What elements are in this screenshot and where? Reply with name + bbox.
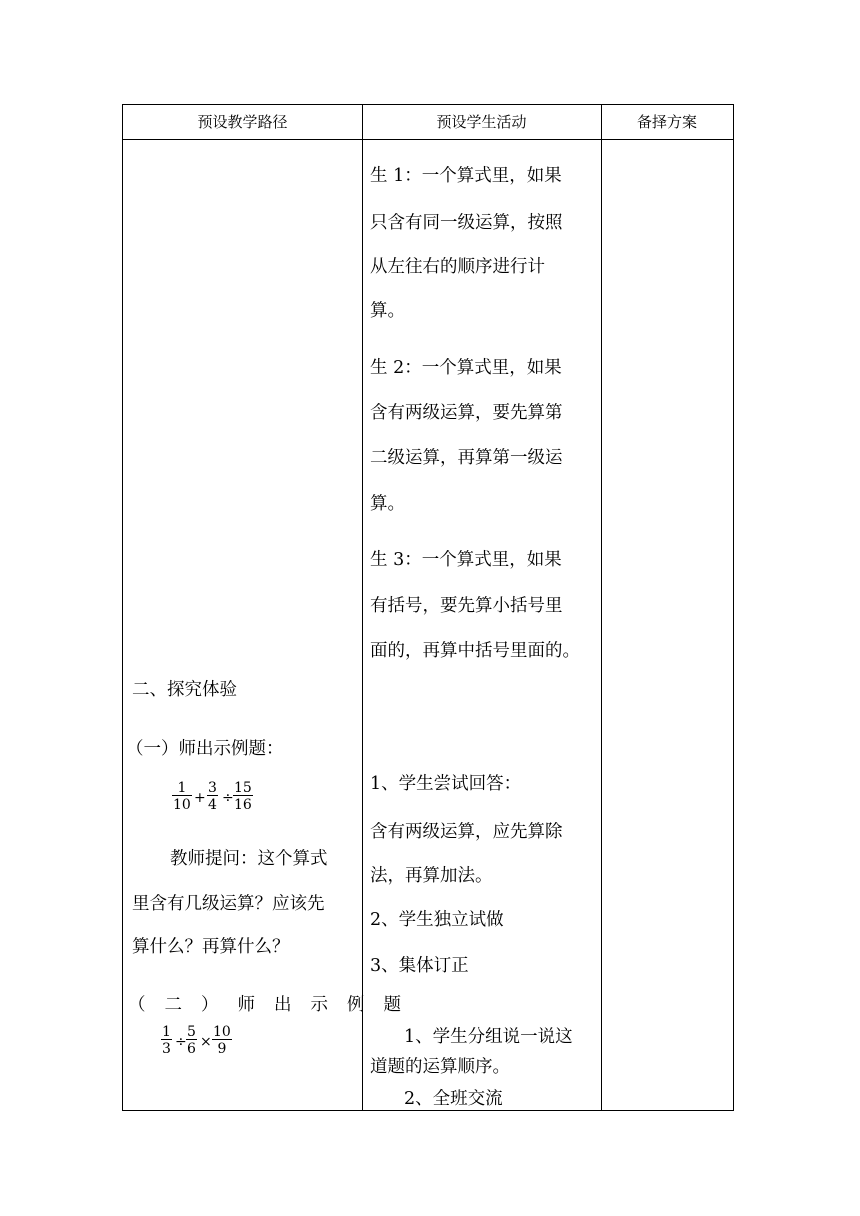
example-1-title: （一）师出示例题： — [126, 739, 284, 759]
header-alternative-plan: 备择方案 — [636, 113, 697, 131]
activity-step: 2、全班交流 — [404, 1089, 503, 1109]
student-1-line: 生 1：一个算式里，如果 — [370, 166, 562, 186]
activity-step: 道题的运算顺序。 — [370, 1057, 510, 1077]
header-student-activity: 预设学生活动 — [436, 113, 527, 131]
activity-step: 1、学生尝试回答： — [370, 774, 522, 794]
student-3-line: 面的，再算中括号里面的。 — [370, 641, 580, 661]
student-2-line: 含有两级运算，要先算第 — [370, 403, 563, 423]
student-3-line: 有括号，要先算小括号里 — [370, 596, 563, 616]
header-divider — [123, 139, 733, 140]
fraction: $\frac{5}{6}$ — [187, 1024, 196, 1057]
divide-sign: ÷ — [222, 790, 234, 806]
fraction: $\frac{1}{3}$ — [162, 1024, 171, 1057]
activity-step: 1、学生分组说一说这 — [404, 1027, 573, 1047]
student-2-line: 算。 — [370, 494, 405, 514]
activity-step: 含有两级运算，应先算除 — [370, 822, 563, 842]
activity-step: 2、学生独立试做 — [370, 910, 504, 930]
example-2-title: （二）师出示例题 — [128, 995, 420, 1015]
teacher-question-line: 教师提问：这个算式 — [170, 849, 328, 869]
multiply-sign: × — [200, 1034, 212, 1050]
fraction: $\frac{15}{16}$ — [234, 780, 252, 813]
plus-sign: + — [194, 790, 206, 806]
student-1-line: 算。 — [370, 301, 405, 321]
divide-sign: ÷ — [175, 1034, 187, 1050]
column-divider — [362, 105, 363, 1110]
activity-step: 法，再算加法。 — [370, 866, 493, 886]
fraction: $\frac{3}{4}$ — [208, 780, 217, 813]
activity-step: 3、集体订正 — [370, 956, 469, 976]
fraction: $\frac{1}{10}$ — [173, 780, 191, 813]
teacher-question-line: 里含有几级运算？应该先 — [132, 894, 325, 914]
student-1-line: 从左往右的顺序进行计 — [370, 257, 545, 277]
section-title: 二、探究体验 — [132, 680, 237, 700]
column-divider — [601, 105, 602, 1110]
teacher-question-line: 算什么？再算什么？ — [132, 937, 290, 957]
student-2-line: 二级运算，再算第一级运 — [370, 448, 563, 468]
student-1-line: 只含有同一级运算，按照 — [370, 213, 563, 233]
student-2-line: 生 2：一个算式里，如果 — [370, 358, 562, 378]
student-3-line: 生 3：一个算式里，如果 — [370, 550, 562, 570]
header-teaching-path: 预设教学路径 — [197, 113, 288, 131]
fraction: $\frac{10}{9}$ — [213, 1024, 231, 1057]
